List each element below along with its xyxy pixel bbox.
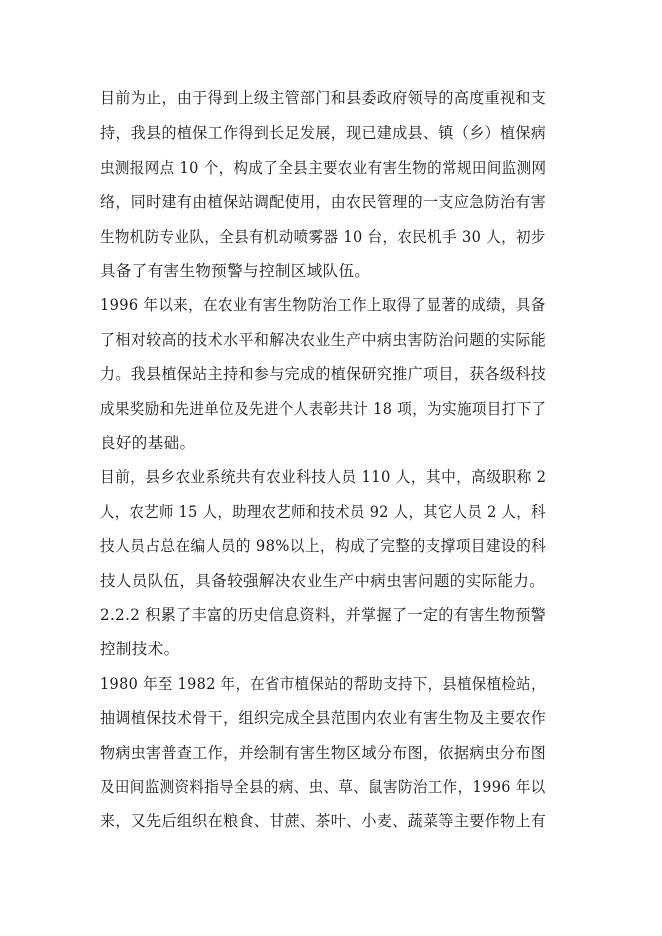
text-line: 来，又先后组织在粮食、甘蔗、茶叶、小麦、蔬菜等主要作物上有 bbox=[100, 812, 547, 830]
text-line: 1980 年至 1982 年，在省市植保站的帮助支持下，县植保植检站， bbox=[100, 675, 546, 693]
text-line: 力。我县植保站主持和参与完成的植保研究推广项目，获各级科技 bbox=[100, 365, 547, 383]
text-line: 良好的基础。 bbox=[100, 434, 196, 452]
text-line: 虫测报网点 10 个，构成了全县主要农业有害生物的常规田间监测网 bbox=[100, 159, 547, 177]
text-line: 目前为止，由于得到上级主管部门和县委政府领导的高度重视和支 bbox=[100, 89, 547, 107]
text-line: 控制技术。 bbox=[100, 640, 180, 658]
text-line: 目前，县乡农业系统共有农业科技人员 110 人，其中，高级职称 2 bbox=[100, 468, 547, 486]
text-line: 技人员队伍，具备较强解决农业生产中病虫害问题的实际能力。 bbox=[100, 572, 546, 590]
text-line: 1996 年以来，在农业有害生物防治工作上取得了显著的成绩，具备 bbox=[100, 296, 546, 314]
text-line: 抽调植保技术骨干，组织完成全县范围内农业有害生物及主要农作 bbox=[100, 709, 547, 727]
text-line: 2.2.2 积累了丰富的历史信息资料，并掌握了一定的有害生物预警 bbox=[100, 606, 547, 624]
text-line: 络，同时建有由植保站调配使用，由农民管理的一支应急防治有害 bbox=[100, 193, 547, 211]
text-line: 生物机防专业队，全县有机动喷雾器 10 台，农民机手 30 人，初步 bbox=[100, 228, 546, 246]
text-line: 持，我县的植保工作得到长足发展，现已建成县、镇（乡）植保病 bbox=[100, 124, 547, 142]
text-line: 了相对较高的技术水平和解决农业生产中病虫害防治问题的实际能 bbox=[100, 331, 547, 349]
text-line: 人，农艺师 15 人，助理农艺师和技术员 92 人，其它人员 2 人，科 bbox=[100, 503, 546, 521]
text-line: 具备了有害生物预警与控制区域队伍。 bbox=[100, 262, 371, 280]
text-line: 及田间监测资料指导全县的病、虫、草、鼠害防治工作，1996 年以 bbox=[100, 778, 546, 796]
text-line: 技人员占总在编人员的 98%以上，构成了完整的支撑项目建设的科 bbox=[100, 537, 547, 555]
text-line: 成果奖励和先进单位及先进个人表彰共计 18 项，为实施项目打下了 bbox=[100, 400, 547, 418]
text-line: 物病虫害普查工作，并绘制有害生物区域分布图，依据病虫分布图 bbox=[100, 744, 547, 762]
